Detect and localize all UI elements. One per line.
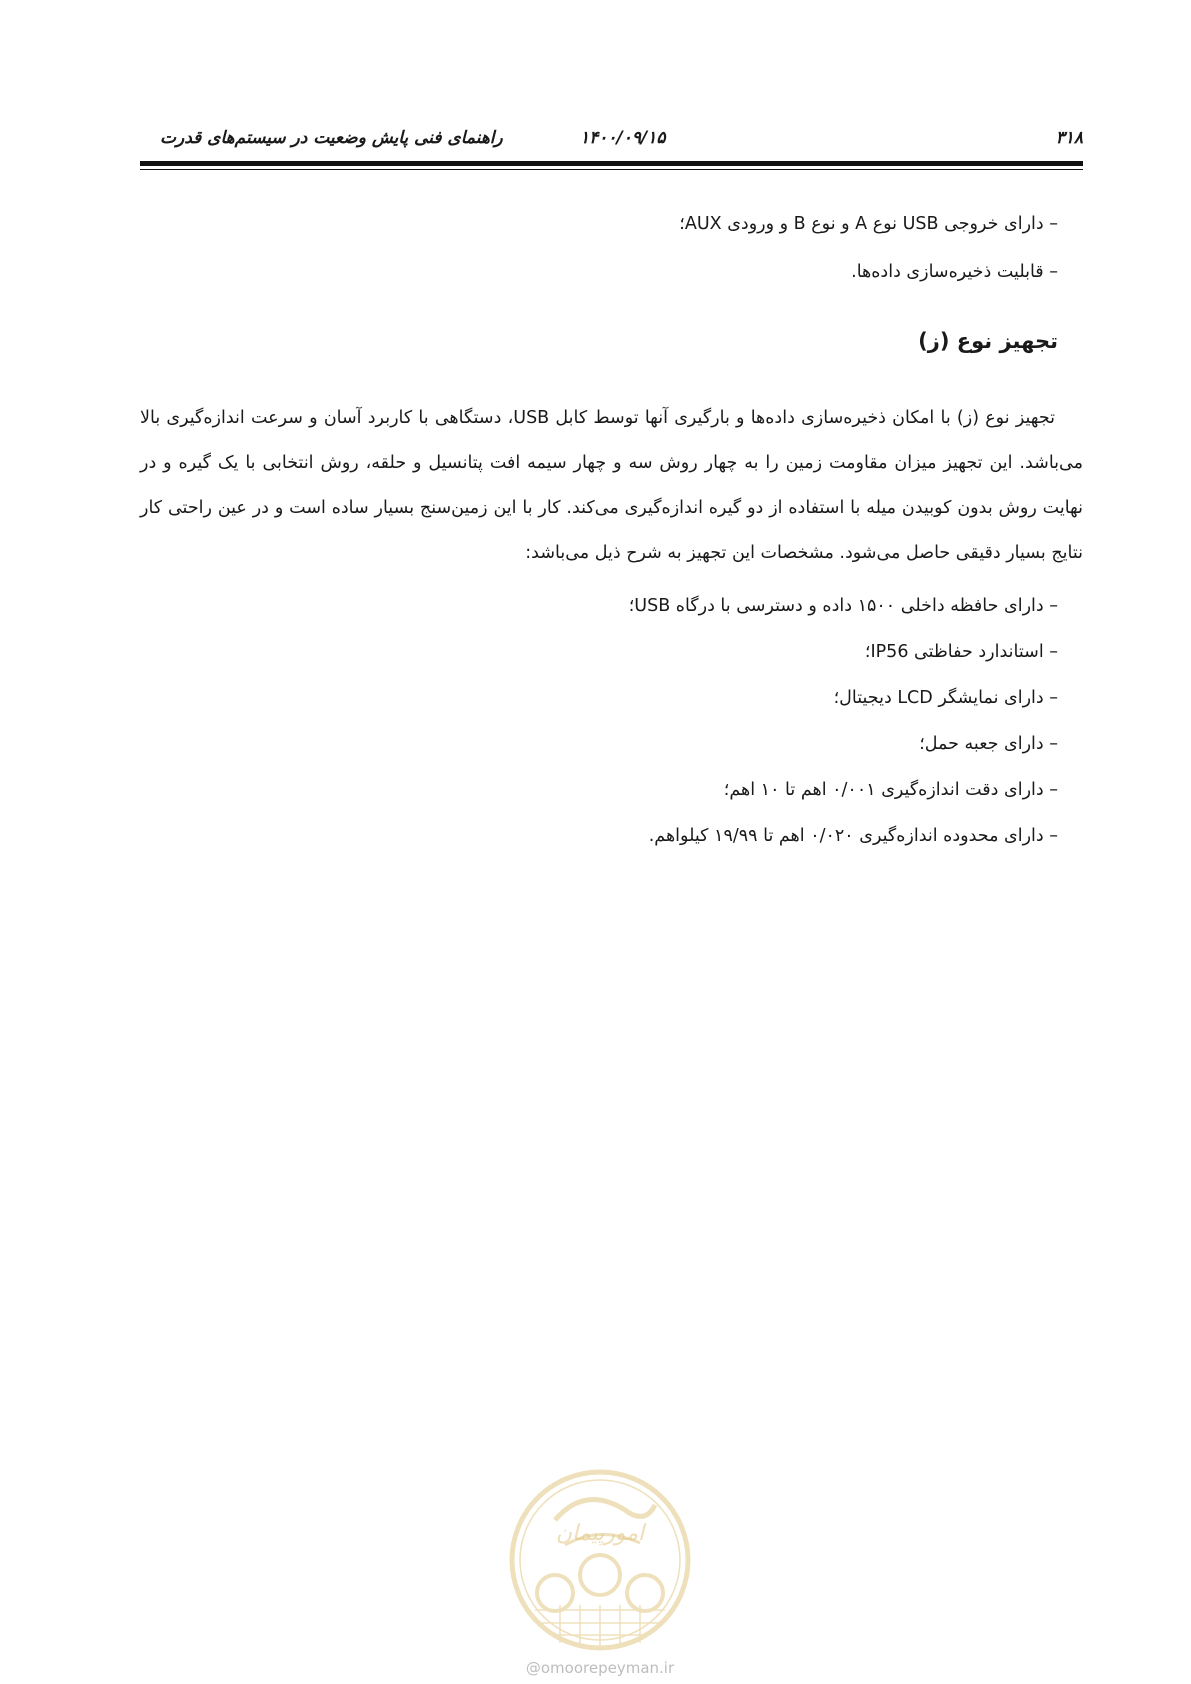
list-item: – دارای دقت اندازه‌گیری ۰/۰۰۱ اهم تا ۱۰ اهم؛: [723, 780, 1058, 800]
svg-text:امورپیمان: امورپیمان: [555, 1521, 645, 1546]
list-item: – دارای خروجی USB نوع A و نوع B و ورودی AUX؛: [679, 214, 1058, 234]
list-item: – استاندارد حفاظتی IP56؛: [864, 642, 1058, 662]
page-header: [140, 128, 1083, 152]
header-rule-thick: [140, 161, 1083, 166]
list-item: – دارای محدوده اندازه‌گیری ۰/۰۲۰ اهم تا ۱۹/۹۹ کیلواهم.: [648, 826, 1058, 846]
header-title: راهنمای فنی پایش وضعیت در سیستم‌های قدرت: [160, 128, 503, 148]
header-date: ۱۴۰۰/۰۹/۱۵: [580, 128, 666, 148]
bullet-list-specs: [140, 592, 1083, 850]
header-rule-thin: [140, 169, 1083, 170]
watermark-logo: [505, 1465, 695, 1655]
section-paragraph: تجهیز نوع (ز) با امکان ذخیره‌سازی داده‌ها و بارگیری آنها توسط کابل USB، دستگاهی با کاربرد آسان و سرعت اندازه‌گیری بالا می‌باشد. این تجهیز میزان مقاومت زمین را به چهار روش سه و چهار سیمه افت پتانسیل و حلقه، روش انتخابی با یک گیره و در نهایت روش بدون کوبیدن میله با استفاده از دو گیره اندازه‌گیری می‌کند. کار با این زمین‌سنج بسیار ساده است و در عین راحتی کار نتایج بسیار دقیقی حاصل می‌شود. مشخصات این تجهیز به شرح ذیل می‌باشد:: [140, 408, 1083, 563]
list-item: – دارای نمایشگر LCD دیجیتال؛: [833, 688, 1058, 708]
page-content: [140, 210, 1083, 868]
list-item: – قابلیت ذخیره‌سازی داده‌ها.: [851, 262, 1058, 282]
list-item: – دارای جعبه حمل؛: [919, 734, 1058, 754]
watermark-site: @omoorepeyman.ir: [525, 1659, 675, 1677]
page-number: ۳۱۸: [1055, 128, 1083, 148]
list-item: – دارای حافظه داخلی ۱۵۰۰ داده و دسترسی با درگاه USB؛: [628, 596, 1058, 616]
gear-icon: [537, 1555, 663, 1611]
bullet-list-top: [140, 210, 1083, 286]
section-heading: تجهیز نوع (ز): [918, 329, 1058, 353]
